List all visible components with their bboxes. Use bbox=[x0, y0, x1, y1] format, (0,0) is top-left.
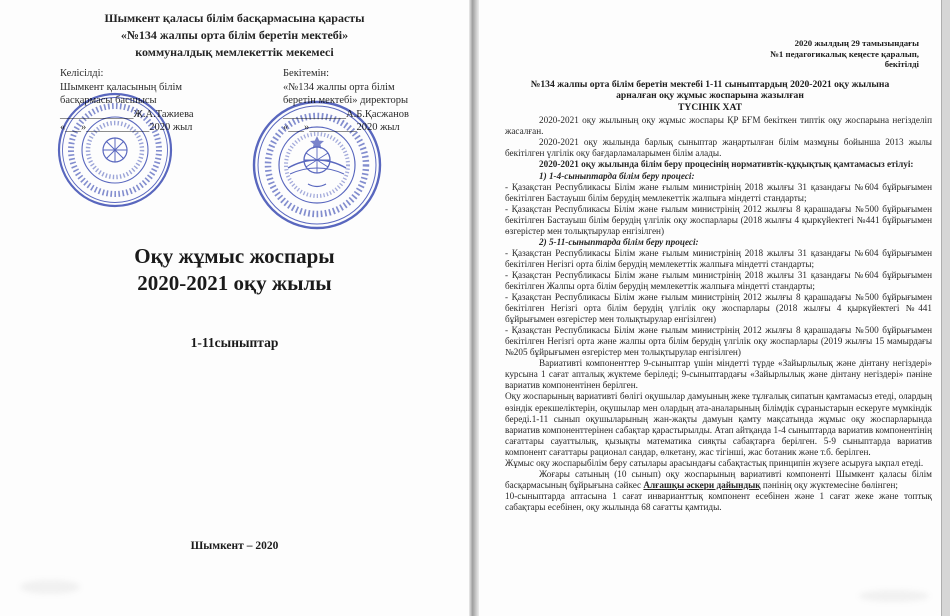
text-segment: - Қазақстан Республикасы Білім және ғылым министрінің 2012 жылғы 8 қарашадағы №500 бұйрығымен бекітілген Негізгі орта және жалпы орта білім берудің үлгілік оқу жоспарлары (2019 жылғы 15 мамырдағы №205 бұйрығымен өзгерістер мен толықтырулар енгізілген) bbox=[505, 325, 932, 358]
agreed-line: Шымкент қаласының білім bbox=[60, 81, 183, 93]
text-segment: Алғашқы әскери дайындық bbox=[643, 479, 761, 490]
note-heading-line: арналған оқу жұмыс жоспарына жазылған bbox=[616, 90, 804, 102]
agreed-line: ______________Ж.А.Тажиева bbox=[60, 108, 194, 120]
text-segment: 2020-2021 оқу жылының оқу жұмыс жоспары ҚР БҒМ бекіткен типтік оқу жоспарына негізделіп жасалған. bbox=[505, 115, 932, 137]
note-heading-line: №134 жалпы орта білім беретін мектебі 1-11 сыныптардың 2020-2021 оқу жылына bbox=[530, 78, 890, 90]
note-heading-line: ТҮСІНІК ХАТ bbox=[678, 101, 742, 113]
paragraph bbox=[505, 137, 932, 159]
text-segment: - Қазақстан Республикасы Білім және ғылым министрінің 2012 жылғы 8 қарашадағы №500 бұйрығымен бекітілген Негізгі орта білім берудің үлгілік оқу жоспарлары (2018 жылғы 4 қыркүйектегі №441 бұйрығымен өзгерістер мен толықтырулар енгізілген) bbox=[505, 292, 932, 325]
text-segment: Оқу жоспарының вариативті бөлігі оқушылар дамуының жеке тұлғалық сипатын қамтамасыз етеді, олардың өзіндік ерекшеліктерін, оқушылар мен олардың ата-аналарының білімдік сұраныстарын ескеруге мүмкіндік береді.1-11 сынып оқушыларының жан-жақты дамуын қамту мақсатында жұмыс оқу жоспарларында вариатив компоненттерінен сабақтар қарастырылды. Атап айтқанда 1-4 сыныптарда вариатив компонентінің сағаттары сауаттылық, қызықты математика сияқты сабақтарға берілген. 5-9 сыныптарда вариатив компонент сағаттары рационал сандар, өлкетану, жас тігінші, жас ботаник және т.б. берілген. bbox=[505, 391, 932, 457]
paragraph bbox=[505, 458, 932, 469]
paragraph bbox=[505, 237, 932, 248]
document-title-line: 2020-2021 оқу жылы bbox=[137, 271, 332, 295]
document-title bbox=[0, 243, 469, 297]
paragraph bbox=[505, 292, 932, 325]
org-header-line: коммуналдық мемлекеттік мекемесі bbox=[135, 45, 334, 59]
scan-noise bbox=[20, 580, 80, 594]
title-page bbox=[0, 0, 469, 616]
org-header-line: «№134 жалпы орта білім беретін мектебі» bbox=[120, 28, 349, 42]
text-segment: 2) 5-11-сыныптарда білім беру процесі: bbox=[539, 236, 699, 247]
agreed-line: Келісілді: bbox=[60, 68, 104, 79]
paragraph bbox=[505, 391, 932, 457]
text-segment: - Қазақстан Республикасы Білім және ғылым министрінің 2018 жылғы 31 қазандағы №604 бұйрығымен бекітілген Жалпы орта білім берудің мемлекеттік жалпыға міндетті стандарты; bbox=[505, 269, 932, 291]
text-segment: 10-сыныптарда аптасына 1 сағат инварианттық компонент есебінен және 1 сағат жеке және топтық сабақтары есебінен, оқу жылында 68 сағатты қамтиды. bbox=[505, 490, 932, 512]
approved-line: беретін мектебі» директоры bbox=[283, 95, 409, 106]
approved-line: Бекітемін: bbox=[283, 68, 330, 79]
text-segment: Вариативті компоненттер 9-сыныптар үшін міндетті түрде «Зайырлылық және дінтану негіздері» курсына 1 сағат апталық жүктеме беріледі; 9-сыныптардағы «Зайырлылық және дінтану негіздері» пәніне вариатив компонентінен берілген. bbox=[505, 358, 932, 391]
paragraph bbox=[505, 182, 932, 204]
text-segment: 2020-2021 оқу жылында барлық сыныптар жаңартылған білім мазмұны бойынша 2013 жылы бекітілген үлгілік оқу бағдарламаларымен білім алады. bbox=[505, 137, 932, 159]
council-approval-note bbox=[479, 38, 919, 70]
paragraph bbox=[505, 358, 932, 391]
body-text bbox=[479, 115, 941, 513]
approved-line: ____________А.Б.Қасжанов bbox=[283, 108, 409, 120]
paragraph bbox=[505, 469, 932, 491]
round-stamp-icon bbox=[55, 90, 175, 210]
org-header-line: Шымкент қаласы білім басқармасына қарасты bbox=[104, 11, 365, 25]
text-segment: Жоғары сатының (10 сынып) оқу жоспарының вариативті компоненті Шымкент қаласы білім басқармасының бұйрығына сәйкес bbox=[505, 468, 932, 490]
scan-noise bbox=[859, 590, 929, 602]
text-segment: Жұмыс оқу жоспарыбілім беру сатылары арасындағы сабақтастық принципін жүзеге асыруға ықпал етеді. bbox=[505, 457, 924, 468]
text-segment: - Қазақстан Республикасы Білім және ғылым министрінің 2018 жылғы 31 қазандағы №604 бұйрығымен бекітілген Негізгі орта білім берудің мемлекеттік жалпыға міндетті стандарты; bbox=[505, 247, 932, 269]
approved-line: «№134 жалпы орта білім bbox=[283, 81, 395, 93]
council-note-line: №1 педагогикалық кеңесте қаралып, bbox=[770, 48, 919, 59]
paragraph bbox=[505, 204, 932, 237]
agreed-line: басқармасы басшысы bbox=[60, 95, 157, 106]
text-segment: - Қазақстан Республикасы Білім және ғылым министрінің 2018 жылғы 31 қазандағы №604 бұйрығымен бекітілген Бастауыш білім берудің мемлекеттік жалпыға міндетті стандарты; bbox=[505, 181, 932, 203]
paragraph bbox=[505, 325, 932, 358]
text-segment: 1) 1-4-сыныптарда білім беру процесі: bbox=[539, 170, 695, 181]
text-segment: пәнінің оқу жүктемесіне бөлінген; bbox=[760, 479, 898, 490]
paragraph bbox=[505, 491, 932, 513]
organization-header bbox=[0, 0, 469, 61]
council-note-line: 2020 жылдың 29 тамызындағы bbox=[794, 38, 919, 48]
paragraph bbox=[505, 248, 932, 270]
emblem-stamp-icon bbox=[250, 98, 384, 232]
agreed-line: «___»____________2020 жыл bbox=[60, 122, 193, 133]
council-note-line: бекітілді bbox=[884, 59, 919, 69]
document-title-line: Оқу жұмыс жоспары bbox=[134, 244, 335, 268]
city-year-footer: Шымкент – 2020 bbox=[190, 540, 279, 552]
text-segment: - Қазақстан Республикасы Білім және ғылым министрінің 2012 жылғы 8 қарашадағы №500 бұйрығымен бекітілген Бастауыш білім берудің үлгілік оқу жоспарлары (2018 жылғы 4 қыркүйектегі №441 бұйрығымен өзгерістер мен толықтырулар енгізілген) bbox=[505, 203, 932, 236]
page-gap-divider bbox=[469, 0, 479, 616]
approved-line: «___»_________2020 жыл bbox=[283, 122, 400, 133]
paragraph bbox=[505, 115, 932, 137]
note-heading bbox=[479, 79, 941, 114]
paragraph bbox=[505, 159, 932, 170]
paragraph bbox=[505, 270, 932, 292]
paragraph bbox=[505, 171, 932, 182]
explanatory-note-page bbox=[479, 0, 941, 616]
scan-edge-strip bbox=[941, 0, 950, 616]
text-segment: 2020-2021 оқу жылында білім беру процесінің нормативтік-құқықтық қамтамасыз етілуі: bbox=[539, 159, 914, 170]
grades-subtitle: 1-11сыныптар bbox=[190, 335, 279, 350]
